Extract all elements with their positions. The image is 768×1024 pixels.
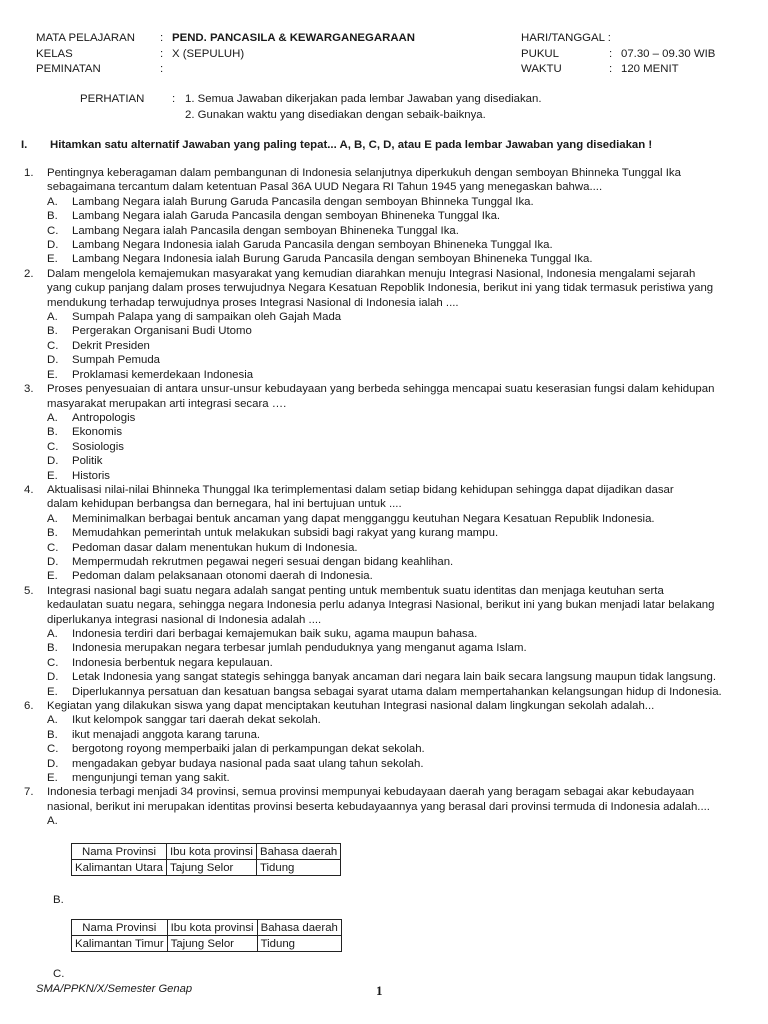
answer-option-key: C. bbox=[47, 440, 59, 453]
answer-option-text: Lambang Negara ialah Pancasila dengan semboyan Bhineneka Tunggal Ika. bbox=[72, 224, 459, 237]
question-number: 7. bbox=[24, 786, 34, 799]
answer-option-key: C. bbox=[47, 743, 59, 756]
answer-option bbox=[0, 757, 768, 771]
question-text: nasional, berikut ini merupakan identitas provinsi beserta kebudayaannya yang berasal dari provinsi termuda di Indonesia adalah.... bbox=[47, 800, 710, 813]
table-header-province: Nama Provinsi bbox=[72, 844, 167, 860]
answer-option-text: Letak Indonesia yang sangat stategis sehingga banyak ancaman dari negara lain baik secara langsung maupun tidak langsung. bbox=[72, 671, 717, 684]
answer-option-key: D. bbox=[47, 455, 59, 468]
answer-option bbox=[0, 209, 768, 223]
question bbox=[0, 785, 768, 828]
answer-option bbox=[0, 641, 768, 655]
question-text: dalam kehidupan berbangsa dan bernegara, hal ini bertujuan untuk .... bbox=[47, 498, 402, 511]
section-number: I. bbox=[21, 139, 28, 151]
answer-option-text: Antropologis bbox=[72, 411, 136, 424]
question-text-line bbox=[0, 497, 768, 511]
question-text: Kegiatan yang dilakukan siswa yang dapat menciptakan keutuhan Integrasi nasional dalam lingkungan sekolah adalah... bbox=[47, 700, 655, 713]
question-text-line bbox=[0, 281, 768, 295]
answer-option-key: A. bbox=[47, 714, 58, 727]
header-value-subject: PEND. PANCASILA & KEWARGANEGARAAN bbox=[172, 32, 416, 44]
answer-option bbox=[0, 454, 768, 468]
question-text: Aktualisasi nilai-nilai Bhinneka Thunggal Ika terimplementasi dalam setiap bidang kehidupan sehingga dapat dijadikan dasar bbox=[47, 483, 674, 496]
answer-option bbox=[0, 670, 768, 684]
question-text-line bbox=[0, 296, 768, 310]
footer-course-code: SMA/PPKN/X/Semester Genap bbox=[36, 983, 193, 995]
answer-option bbox=[0, 224, 768, 238]
question-list bbox=[0, 166, 768, 828]
question-text: kedaulatan suatu negara, sehingga negara Indonesia perlu adanya Integrasi Nasional, berikut ini yang bukan menjadi latar belakang bbox=[47, 599, 715, 612]
answer-option bbox=[0, 440, 768, 454]
question-text: Integrasi nasional bagi suatu negara adalah sangat penting untuk membentuk suatu identitas dan menjaga keutuhan serta bbox=[47, 584, 664, 597]
answer-option-key: D. bbox=[47, 757, 59, 770]
question-number: 2. bbox=[24, 267, 34, 280]
question-text-line bbox=[0, 613, 768, 627]
question-text-line bbox=[0, 382, 768, 396]
question-text-line bbox=[0, 166, 768, 180]
answer-option-key: B. bbox=[47, 325, 58, 338]
table-header-province: Nama Provinsi bbox=[72, 920, 168, 936]
question-text-line bbox=[0, 483, 768, 497]
answer-option bbox=[0, 656, 768, 670]
question-number: 4. bbox=[24, 483, 34, 496]
question-text: Indonesia terbagi menjadi 34 provinsi, semua provinsi mempunyai kebudayaan daerah yang beragam sebagai akar kebudayaan bbox=[47, 786, 695, 799]
question-text: yang cukup panjang dalam proses terwujudnya Negara Kesatuan Repoblik Indonesia, berikut ini yang tidak termasuk peristiwa yang bbox=[47, 282, 714, 295]
attention-item-1: 1. Semua Jawaban dikerjakan pada lembar Jawaban yang disediakan. bbox=[185, 93, 542, 105]
answer-option-text: Indonesia merupakan negara terbesar jumlah penduduknya yang menganut agama Islam. bbox=[72, 642, 527, 655]
header-value-class: X (SEPULUH) bbox=[172, 47, 245, 60]
header-label-specialization: PEMINATAN bbox=[36, 63, 101, 75]
answer-option-text: Indonesia terdiri dari berbagai kemajemukan baik suku, agama maupun bahasa. bbox=[72, 628, 478, 640]
answer-option-key: D. bbox=[47, 555, 59, 568]
answer-option-text: Meminimalkan berbagai bentuk ancaman yang dapat mengganggu keutuhan Negara Kesatuan Republik Indonesia. bbox=[72, 512, 655, 525]
table-cell: Tidung bbox=[256, 860, 340, 876]
question-text-line bbox=[0, 785, 768, 799]
answer-option bbox=[0, 627, 768, 641]
question-number: 3. bbox=[24, 383, 34, 396]
attention-label: PERHATIAN bbox=[80, 93, 145, 105]
answer-option bbox=[0, 238, 768, 252]
answer-option-text: Diperlukannya persatuan dan kesatuan bangsa sebagai syarat utama dalam mempertahankan kelangsungan hidup di Indonesia. bbox=[72, 685, 722, 698]
answer-option-key: E. bbox=[47, 570, 58, 583]
answer-option bbox=[0, 252, 768, 266]
answer-option-key: A. bbox=[47, 195, 58, 208]
answer-option-key: C. bbox=[47, 339, 59, 352]
question-text-line bbox=[0, 699, 768, 713]
answer-option-text: Proklamasi kemerdekaan Indonesia bbox=[72, 368, 254, 381]
table-cell: Kalimantan Timur bbox=[72, 936, 168, 952]
header-value-duration: 120 MENIT bbox=[621, 63, 679, 75]
header-label-subject: MATA PELAJARAN bbox=[36, 32, 135, 44]
question-text: Proses penyesuaian di antara unsur-unsur kebudayaan yang berbeda sehingga mencapai suatu keserasian fungsi dalam kehidupan bbox=[47, 383, 715, 396]
answer-option bbox=[0, 526, 768, 540]
question bbox=[0, 699, 768, 785]
answer-option bbox=[0, 324, 768, 338]
question-text-line bbox=[0, 598, 768, 612]
header-value-specialization bbox=[172, 62, 415, 78]
answer-option-key: C. bbox=[47, 224, 59, 237]
table-cell: Tidung bbox=[257, 936, 341, 952]
answer-option-key: B. bbox=[47, 642, 58, 655]
answer-option bbox=[0, 555, 768, 569]
answer-option-key: E. bbox=[47, 469, 58, 482]
header-value-date bbox=[621, 31, 715, 47]
header-label-duration: WAKTU bbox=[521, 63, 562, 75]
header-label-class: KELAS bbox=[36, 47, 73, 60]
page-number: 1 bbox=[376, 983, 383, 998]
answer-option-text: Lambang Negara Indonesia ialah Garuda Pancasila dengan semboyan Bhineneka Tunggal Ika. bbox=[72, 239, 553, 252]
question bbox=[0, 483, 768, 584]
header-labels bbox=[36, 31, 135, 78]
answer-option bbox=[0, 310, 768, 324]
answer-option-text: Pedoman dasar dalam menentukan hukum di Indonesia. bbox=[72, 541, 358, 554]
answer-option-text: Lambang Negara ialah Burung Garuda Pancasila dengan semboyan Bhinneka Tunggal Ika. bbox=[72, 195, 534, 208]
header-colons-left: : : : bbox=[160, 32, 164, 75]
answer-option bbox=[0, 512, 768, 526]
answer-option bbox=[0, 425, 768, 439]
answer-option bbox=[0, 771, 768, 785]
answer-option bbox=[0, 368, 768, 382]
answer-option-text: Pergerakan Organisani Budi Utomo bbox=[72, 325, 252, 338]
table-cell: Tajung Selor bbox=[167, 860, 257, 876]
question-text: Dalam mengelola kemajemukan masyarakat yang kemudian diarahkan menuju Integrasi Nasional, Indonesia mengalami sejarah bbox=[47, 267, 696, 280]
answer-option bbox=[0, 469, 768, 483]
answer-option-key: B. bbox=[47, 210, 58, 223]
answer-option-text: Pedoman dalam pelaksanaan otonomi daerah di Indonesia. bbox=[72, 570, 373, 583]
answer-option-key: C. bbox=[47, 656, 59, 669]
header-right-labels bbox=[521, 31, 611, 78]
question bbox=[0, 267, 768, 382]
question-text-line bbox=[0, 267, 768, 281]
answer-option-key: A. bbox=[47, 311, 58, 324]
question-text: sebagaimana tercantum dalam ketentuan Pasal 36A UUD Negara RI Tahun 1945 yang menegaskan bahwa.... bbox=[47, 181, 603, 194]
question-number: 1. bbox=[24, 167, 34, 179]
table-cell: Tajung Selor bbox=[167, 936, 257, 952]
section-text: Hitamkan satu alternatif Jawaban yang paling tepat... A, B, C, D, atau E pada lembar Jawaban yang disediakan ! bbox=[50, 139, 653, 151]
answer-option-text: Politik bbox=[72, 455, 103, 468]
answer-option-text: Ikut kelompok sanggar tari daerah dekat sekolah. bbox=[72, 714, 321, 727]
answer-option-text: Dekrit Presiden bbox=[72, 339, 150, 352]
answer-option-text: Sumpah Palapa yang di sampaikan oleh Gajah Mada bbox=[72, 311, 342, 324]
question-text-line bbox=[0, 584, 768, 598]
table-cell: Kalimantan Utara bbox=[72, 860, 167, 876]
answer-option-key: E. bbox=[47, 772, 58, 785]
answer-option-text: Sumpah Pemuda bbox=[72, 354, 161, 367]
answer-option-text: bergotong royong memperbaiki jalan di perkampungan dekat sekolah. bbox=[72, 743, 425, 756]
answer-option-key: D. bbox=[47, 354, 59, 367]
answer-option-key: B. bbox=[47, 527, 58, 540]
answer-option-text: Memudahkan pemerintah untuk melakukan subsidi bagi rakyat yang kurang mampu. bbox=[72, 527, 499, 540]
question-text: diperlukanya integrasi nasional di Indonesia adalah .... bbox=[47, 613, 322, 626]
answer-option bbox=[0, 742, 768, 756]
question-text: masyarakat merupakan arti integrasi secara …. bbox=[47, 397, 287, 410]
answer-option-key: C. bbox=[47, 541, 59, 554]
answer-option-key: D. bbox=[47, 671, 59, 684]
answer-option-text: Indonesia berbentuk negara kepulauan. bbox=[72, 656, 273, 669]
question-text-line bbox=[0, 180, 768, 194]
answer-option-text: mengunjungi teman yang sakit. bbox=[72, 772, 230, 785]
header-values bbox=[172, 31, 415, 78]
option-label-b: B. bbox=[53, 894, 64, 906]
question bbox=[0, 166, 768, 267]
answer-option-text: Historis bbox=[72, 469, 110, 482]
table-header-language: Bahasa daerah bbox=[257, 920, 341, 936]
answer-option-key: A. bbox=[47, 628, 58, 640]
answer-option-text: Sosiologis bbox=[72, 440, 124, 453]
answer-option-key: B. bbox=[47, 728, 58, 741]
answer-option-key: E. bbox=[47, 368, 58, 381]
question bbox=[0, 382, 768, 483]
answer-option-text: Mempermudah rekrutmen pegawai negeri sesuai dengan bidang keahlihan. bbox=[72, 555, 454, 568]
answer-option-key: E. bbox=[47, 253, 58, 266]
answer-option-text: ikut menajadi anggota karang taruna. bbox=[72, 728, 261, 741]
header-label-time: PUKUL bbox=[521, 47, 559, 60]
answer-option-text: Lambang Negara Indonesia ialah Burung Garuda Pancasila dengan semboyan Bhineneka Tunggal Ika. bbox=[72, 253, 593, 266]
question-number: 6. bbox=[24, 700, 34, 713]
attention-item-2: 2. Gunakan waktu yang disediakan dengan sebaik-baiknya. bbox=[185, 109, 486, 121]
answer-option bbox=[0, 195, 768, 209]
answer-option-key: A. bbox=[47, 815, 58, 828]
header-colons-right: : : bbox=[609, 47, 613, 75]
question bbox=[0, 584, 768, 699]
table-header-capital: Ibu kota provinsi bbox=[167, 920, 257, 936]
question-number: 5. bbox=[24, 584, 34, 597]
answer-option-key: D. bbox=[47, 239, 59, 252]
answer-option-key: A. bbox=[47, 411, 58, 424]
answer-option bbox=[0, 728, 768, 742]
answer-option bbox=[0, 541, 768, 555]
answer-option bbox=[0, 713, 768, 727]
answer-option-key: A. bbox=[47, 512, 58, 525]
table-header-language: Bahasa daerah bbox=[256, 844, 340, 860]
answer-option-key: E. bbox=[47, 685, 58, 698]
answer-option bbox=[0, 685, 768, 699]
header-label-date: HARI/TANGGAL : bbox=[521, 32, 611, 44]
answer-option-text: mengadakan gebyar budaya nasional pada saat ulang tahun sekolah. bbox=[72, 757, 424, 770]
answer-option-text: Lambang Negara ialah Garuda Pancasila dengan semboyan Bhineneka Tunggal Ika. bbox=[72, 210, 501, 223]
question-text-line bbox=[0, 800, 768, 814]
answer-option bbox=[0, 411, 768, 425]
question-text: Pentingnya keberagaman dalam pembangunan di Indonesia selanjutnya diperkukuh dengan semboyan Bhinneka Tunggal Ika bbox=[47, 167, 681, 179]
answer-option-text: Ekonomis bbox=[72, 426, 123, 439]
answer-option bbox=[0, 353, 768, 367]
table-header-capital: Ibu kota provinsi bbox=[167, 844, 257, 860]
question-text: mendukung terhadap terwujudnya proses Integrasi Nasional di Indonesia ialah .... bbox=[47, 296, 459, 309]
option-label-c: C. bbox=[53, 968, 65, 980]
province-table-a bbox=[71, 843, 341, 876]
answer-option bbox=[0, 569, 768, 583]
answer-option bbox=[0, 339, 768, 353]
answer-option-key: B. bbox=[47, 426, 58, 439]
question-text-line bbox=[0, 397, 768, 411]
header-right-values bbox=[621, 31, 715, 78]
province-table-b bbox=[71, 919, 342, 952]
header-value-time: 07.30 – 09.30 WIB bbox=[621, 47, 716, 60]
